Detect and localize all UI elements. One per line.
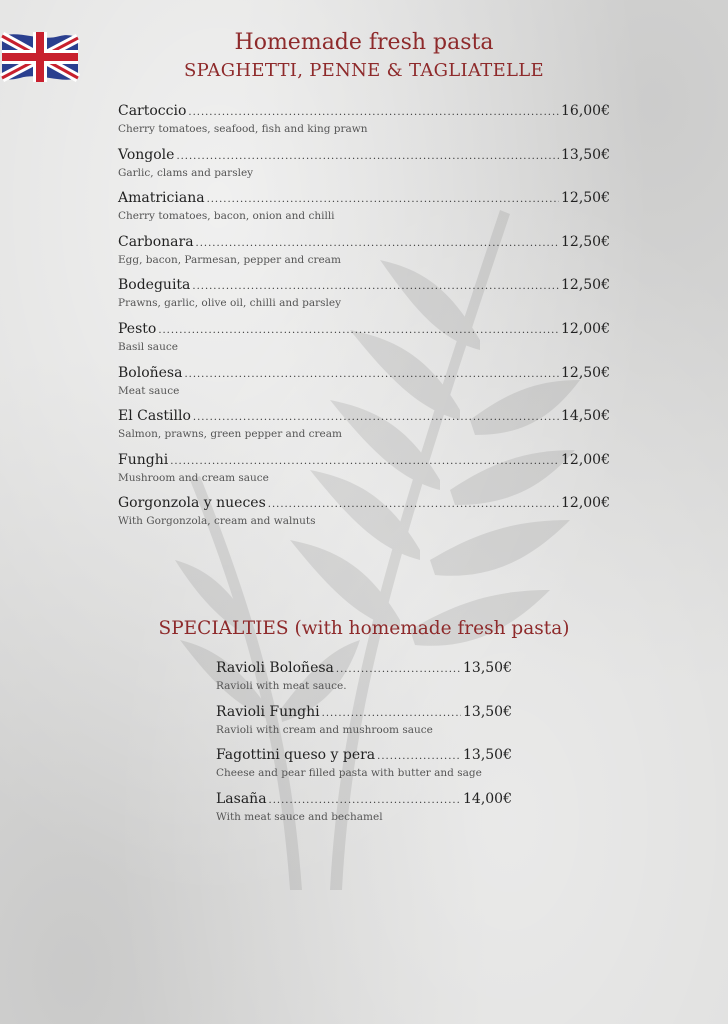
item-name: Fagottini queso y pera (216, 747, 376, 764)
specialty-item (216, 702, 512, 746)
item-name: El Castillo (118, 408, 191, 425)
page-subtitle: SPAGHETTI, PENNE & TAGLIATELLE (184, 60, 544, 81)
item-name: Ravioli Boloñesa (216, 660, 334, 676)
dot-leader (188, 103, 559, 123)
item-price: 12,00€ (561, 495, 610, 512)
item-name: Pesto (118, 320, 157, 337)
page-title: Homemade fresh pasta (234, 30, 494, 55)
pasta-list (118, 101, 610, 537)
item-price: 12,50€ (561, 190, 610, 207)
item-description: Ravioli with cream and mushroom sauce (216, 723, 433, 736)
item-name: Gorgonzola y nueces (118, 495, 266, 512)
item-name: Boloñesa (118, 364, 183, 381)
item-price: 14,00€ (463, 790, 512, 807)
item-description: Prawns, garlic, olive oil, chilli and parsley (118, 297, 342, 310)
item-description: With meat sauce and bechamel (216, 810, 383, 823)
menu-item (118, 232, 610, 276)
menu-item (118, 275, 610, 319)
item-name: Funghi (118, 451, 169, 468)
specialty-item (216, 745, 512, 789)
menu-item (118, 450, 610, 494)
item-name: Bodeguita (118, 277, 191, 294)
item-description: Salmon, prawns, green pepper and cream (118, 428, 342, 441)
item-description: Ravioli with meat sauce. (216, 680, 347, 692)
specialty-item (216, 789, 512, 833)
item-price: 12,00€ (561, 320, 610, 337)
specialties-list (216, 658, 512, 832)
item-price: 12,50€ (561, 364, 610, 381)
item-description: Garlic, clams and parsley (118, 166, 254, 179)
item-name: Lasaña (216, 790, 267, 807)
dot-leader (196, 234, 559, 254)
dot-leader (336, 660, 461, 680)
item-description: With Gorgonzola, cream and walnuts (118, 515, 316, 528)
item-description: Basil sauce (118, 340, 178, 353)
item-price: 14,50€ (561, 408, 610, 425)
item-price: 16,00€ (561, 103, 610, 119)
menu-item (118, 101, 610, 145)
item-name: Cartoccio (118, 103, 187, 119)
item-name: Amatriciana (118, 190, 205, 207)
dot-leader (176, 147, 559, 167)
item-price: 13,50€ (463, 747, 512, 764)
menu-item (118, 493, 610, 537)
item-price: 12,50€ (561, 233, 610, 250)
specialty-item (216, 658, 512, 702)
item-description: Egg, bacon, Parmesan, pepper and cream (118, 253, 341, 266)
item-price: 13,50€ (463, 660, 512, 676)
specialties-title: SPECIALTIES (with homemade fresh pasta) (158, 618, 570, 639)
item-price: 13,50€ (561, 146, 610, 163)
dot-leader (158, 321, 559, 341)
item-description: Mushroom and cream sauce (118, 471, 269, 484)
dot-leader (268, 495, 559, 515)
menu-item (118, 188, 610, 232)
item-name: Carbonara (118, 233, 194, 250)
item-description: Cheese and pear filled pasta with butter and sage (216, 767, 482, 780)
item-price: 12,50€ (561, 277, 610, 294)
dot-leader (170, 452, 559, 472)
dot-leader (184, 365, 559, 385)
item-name: Vongole (118, 146, 175, 163)
dot-leader (192, 277, 559, 297)
menu-item (118, 319, 610, 363)
dot-leader (377, 747, 461, 767)
item-description: Cherry tomatoes, seafood, fish and king prawn (118, 123, 368, 135)
dot-leader (269, 791, 461, 811)
menu-item (118, 363, 610, 407)
menu-item (118, 145, 610, 189)
dot-leader (207, 190, 559, 210)
item-price: 12,00€ (561, 451, 610, 468)
item-name: Ravioli Funghi (216, 703, 320, 720)
dot-leader (193, 408, 559, 428)
item-price: 13,50€ (463, 703, 512, 720)
dot-leader (322, 704, 461, 724)
item-description: Meat sauce (118, 384, 180, 397)
item-description: Cherry tomatoes, bacon, onion and chilli (118, 210, 335, 223)
menu-item (118, 406, 610, 450)
